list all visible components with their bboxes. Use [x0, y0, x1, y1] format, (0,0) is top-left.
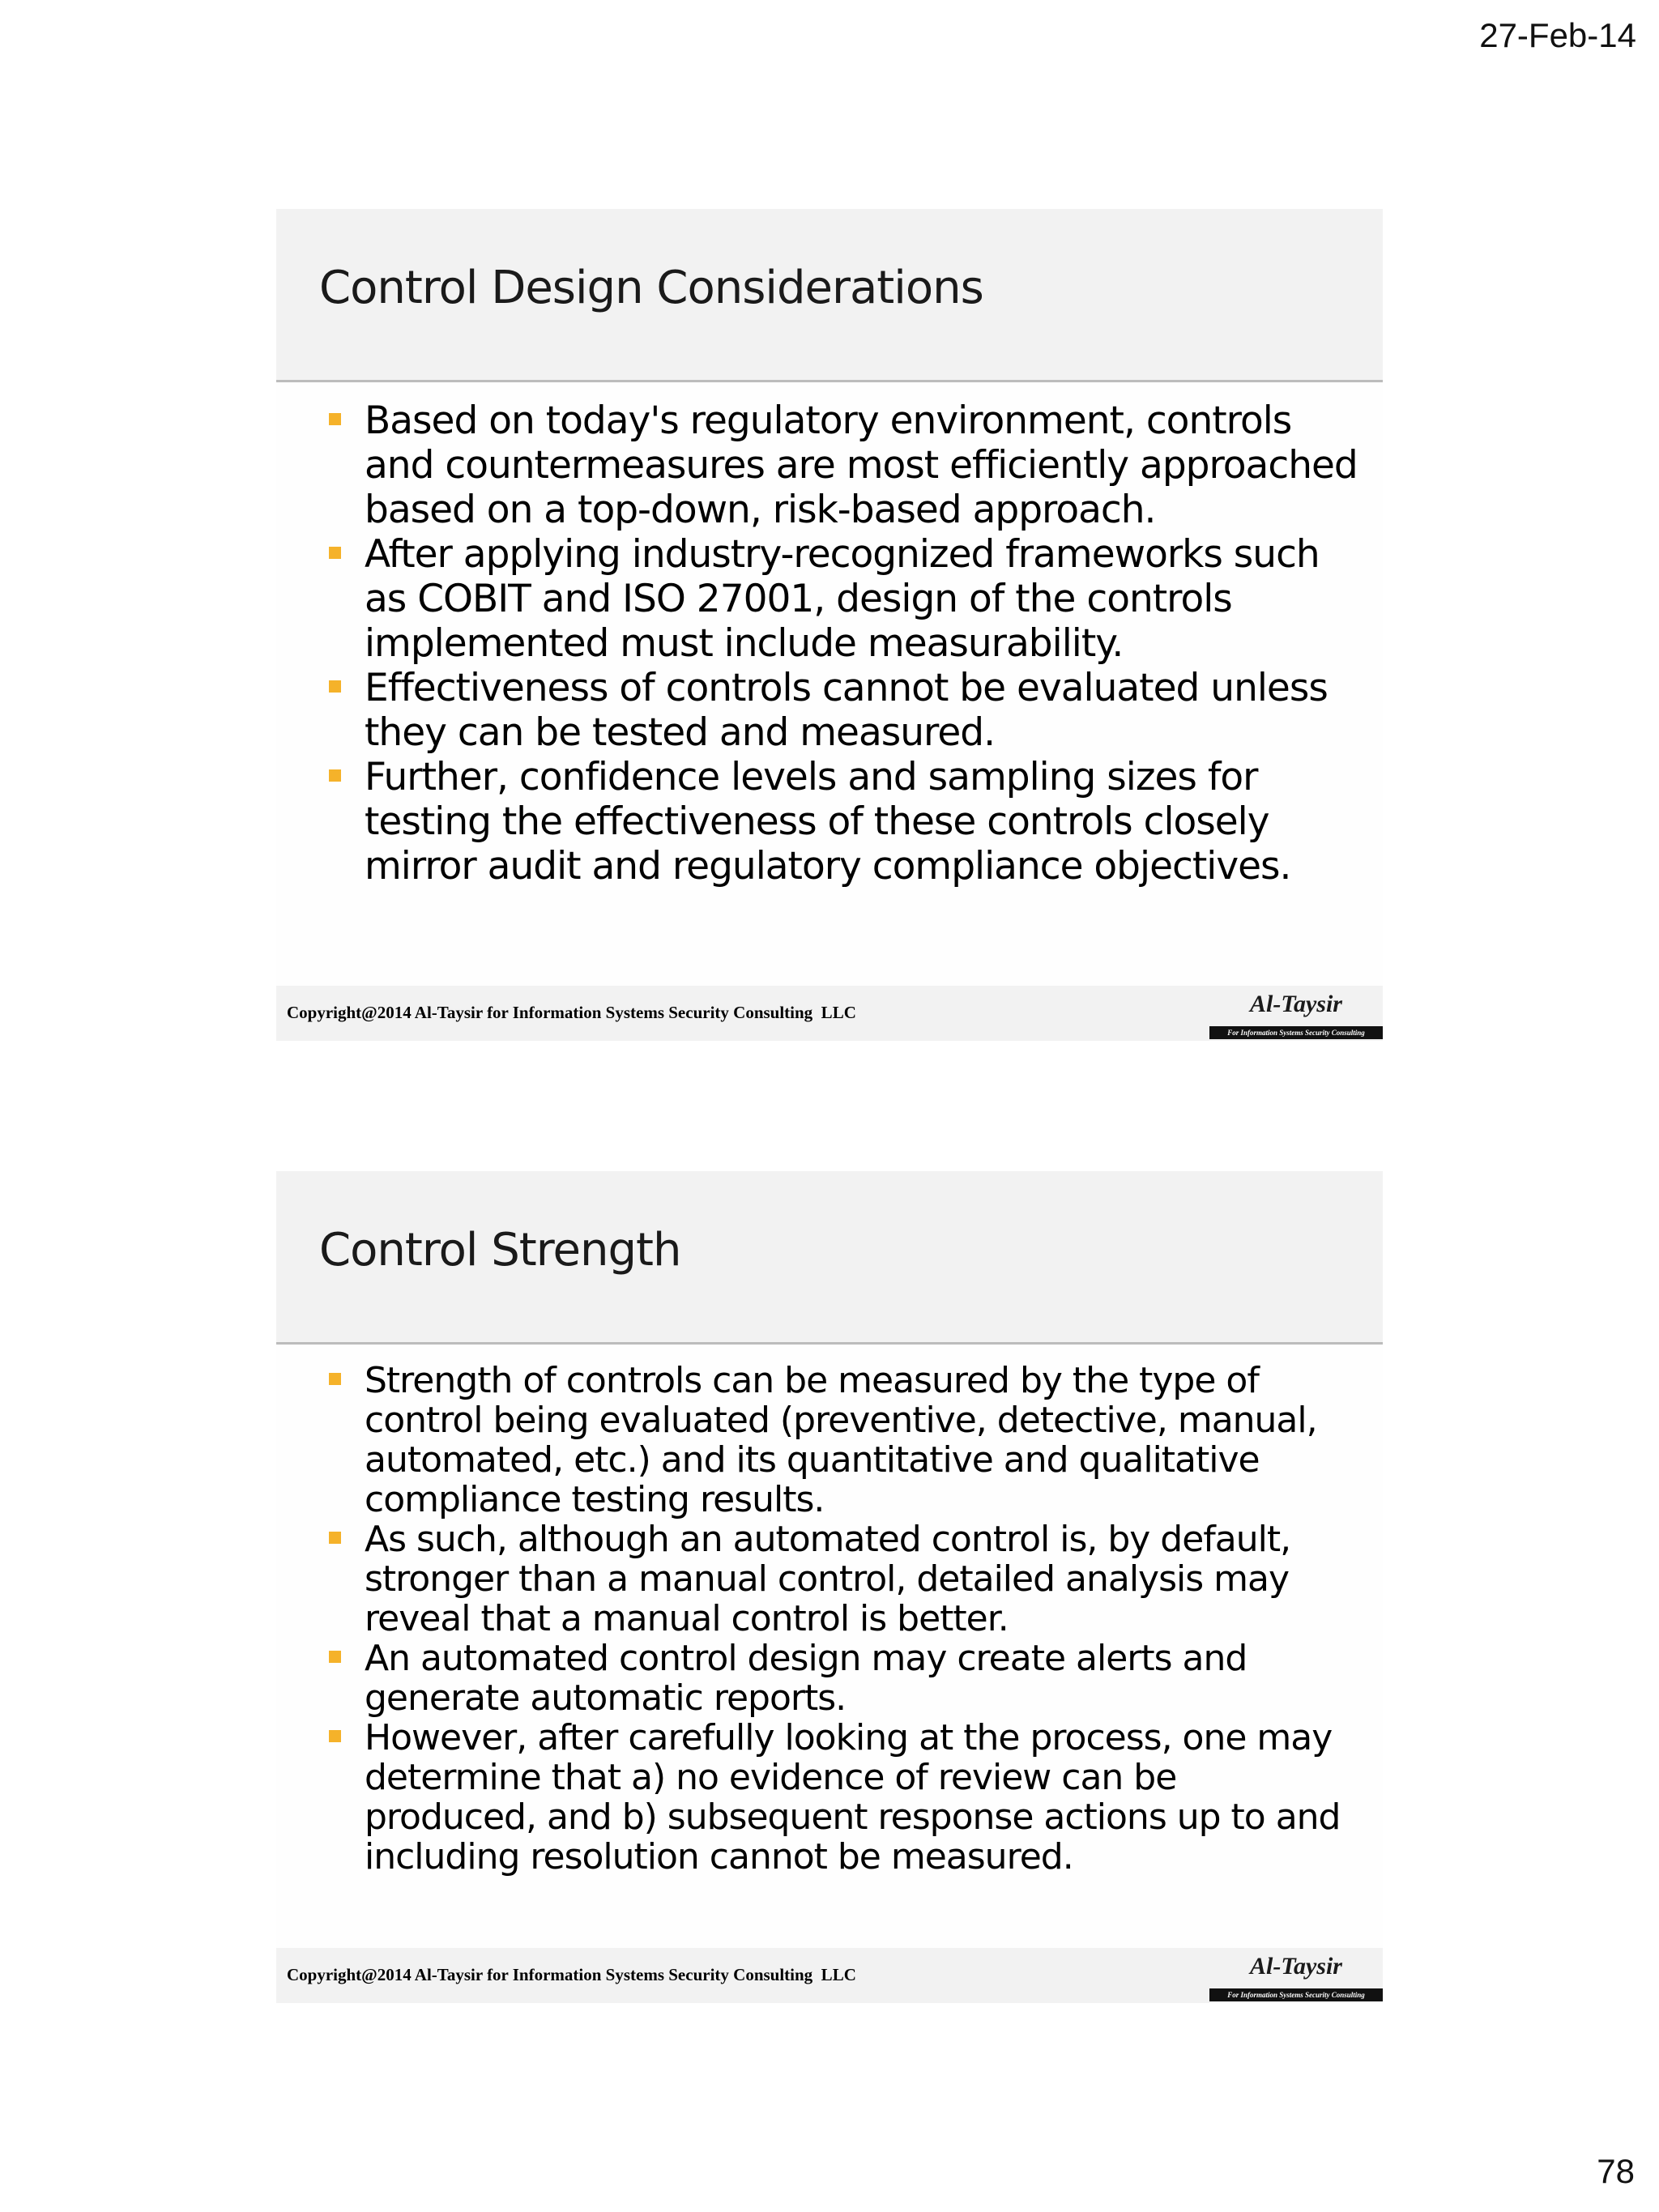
bullet-text: An automated control design may create alerts and generate automatic reports. [365, 1638, 1247, 1719]
square-bullet-icon [329, 547, 341, 559]
bullet-text: As such, although an automated control is, by default, stronger than a manual control, detailed analysis may reveal that a manual control is better. [365, 1519, 1291, 1639]
logo-tagline: For Information Systems Security Consulting [1209, 1026, 1383, 1039]
page-number: 78 [1597, 2152, 1635, 2190]
slide-title: Control Strength [319, 1224, 681, 1276]
copyright-notice: Copyright@2014 Al-Taysir for Information Systems Security Consulting LLC [287, 1965, 856, 1984]
bullet-text: After applying industry-recognized frameworks such as COBIT and ISO 27001, design of the controls implemented must include measurability. [365, 532, 1320, 666]
logo-tagline: For Information Systems Security Consulting [1209, 1988, 1383, 2001]
bullet-list [276, 1361, 1383, 1877]
bullet-text: Strength of controls can be measured by the type of control being evaluated (preventive, detective, manual, automated, etc.) and its quantitative and qualitative compliance testing results. [365, 1360, 1317, 1520]
logo-name: Al-Taysir [1250, 1953, 1342, 1980]
square-bullet-icon [329, 1373, 341, 1385]
square-bullet-icon [329, 1532, 341, 1544]
bullet-text: However, after carefully looking at the process, one may determine that a) no evidence of review can be produced, and b) subsequent response actions up to and including resolution cannot be measured. [365, 1717, 1341, 1877]
slide-header [276, 1171, 1383, 1345]
bullet-text: Based on today's regulatory environment, controls and countermeasures are most efficiently approached based on a top-down, risk-based approach. [365, 399, 1358, 532]
bullet-list [276, 399, 1383, 889]
square-bullet-icon [329, 680, 341, 693]
slide-footer [276, 1948, 1383, 2003]
slide-control-design-considerations [276, 209, 1383, 1041]
slide-title: Control Design Considerations [319, 262, 983, 314]
page-date: 27-Feb-14 [1479, 16, 1636, 54]
bullet-item [276, 1718, 1383, 1877]
bullet-item [276, 666, 1383, 755]
bullet-item [276, 1519, 1383, 1639]
bullet-text: Further, confidence levels and sampling sizes for testing the effectiveness of these controls closely mirror audit and regulatory compliance objectives. [365, 755, 1291, 889]
square-bullet-icon [329, 413, 341, 425]
al-taysir-logo [1209, 1948, 1383, 2003]
slide-header [276, 209, 1383, 382]
logo-name: Al-Taysir [1250, 991, 1342, 1017]
bullet-text: Effectiveness of controls cannot be evaluated unless they can be tested and measured. [365, 666, 1328, 755]
square-bullet-icon [329, 769, 341, 782]
slide-control-strength [276, 1171, 1383, 2003]
copyright-notice: Copyright@2014 Al-Taysir for Information Systems Security Consulting LLC [287, 1003, 856, 1022]
bullet-item [276, 755, 1383, 889]
bullet-item [276, 532, 1383, 666]
bullet-item [276, 399, 1383, 532]
bullet-item [276, 1639, 1383, 1718]
bullet-item [276, 1361, 1383, 1519]
square-bullet-icon [329, 1730, 341, 1742]
square-bullet-icon [329, 1651, 341, 1663]
slide-footer [276, 986, 1383, 1041]
al-taysir-logo [1209, 986, 1383, 1041]
